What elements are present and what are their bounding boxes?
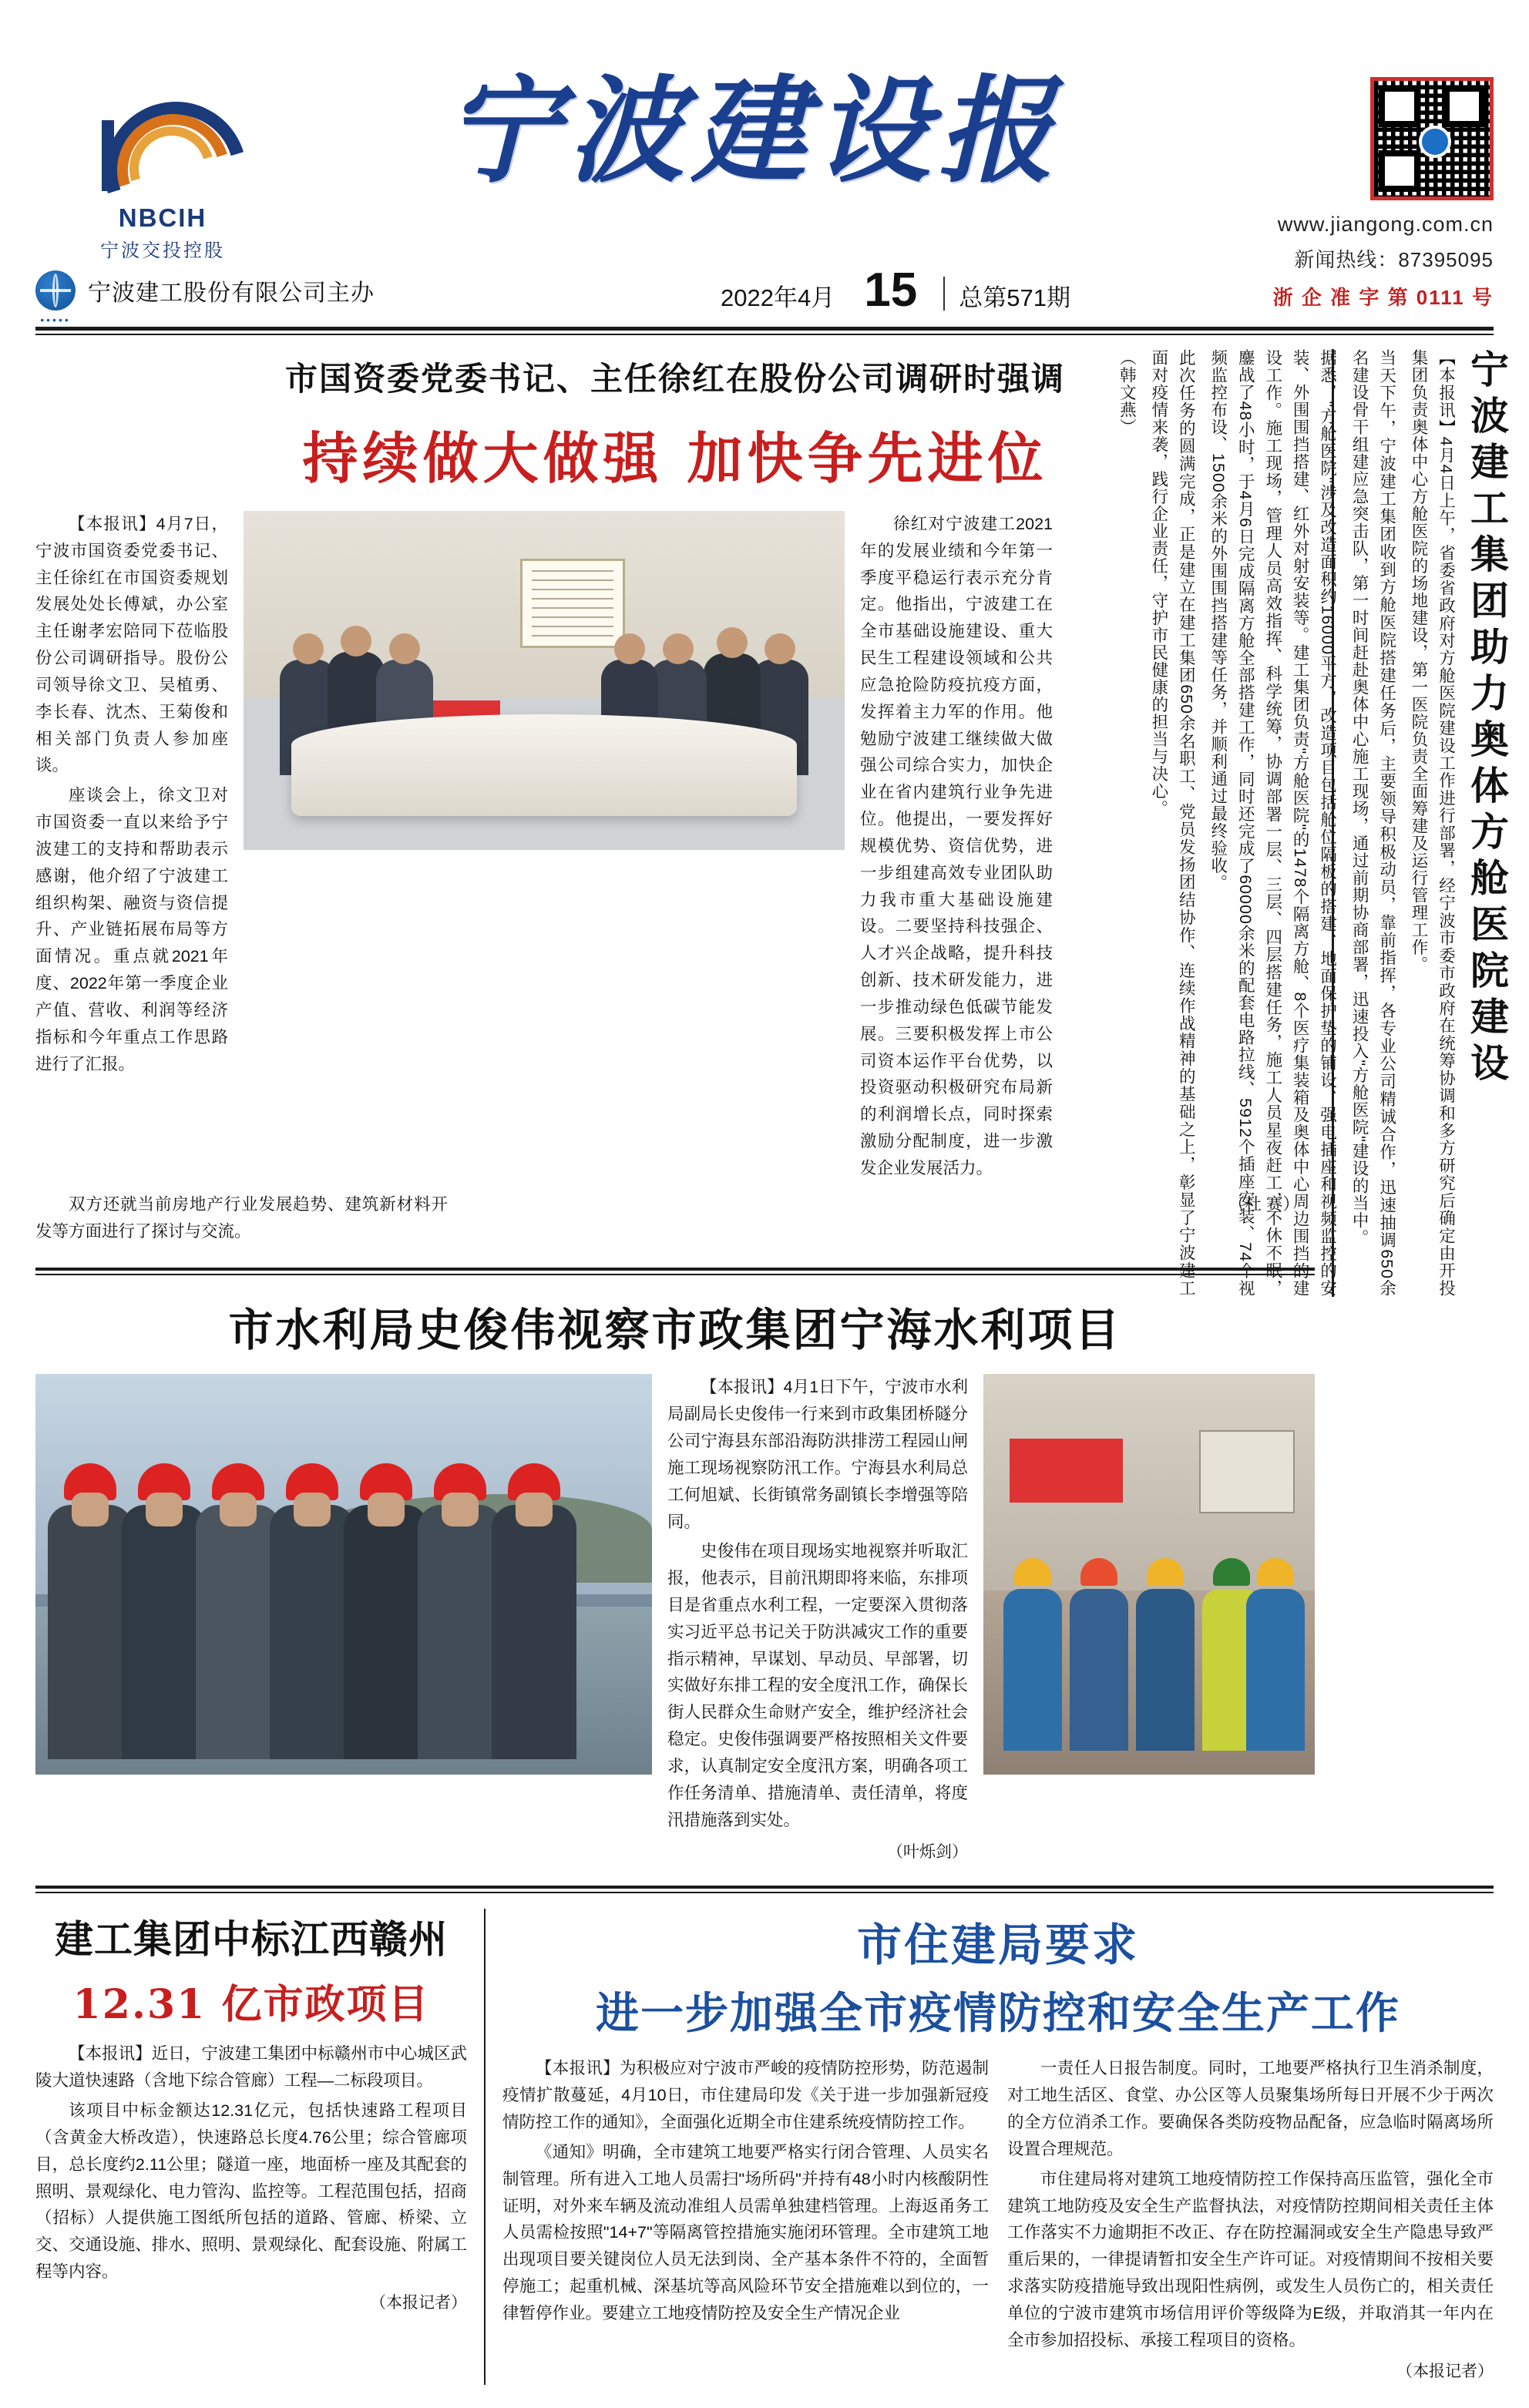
story2-photo-right — [983, 1374, 1315, 1775]
lead-byline: （杜 赛） — [1228, 1194, 1299, 1214]
lead-para: 徐红对宁波建工2021年的发展业绩和今年第一季度平稳运行表示充分肯定。他指出，宁波建工在全市基础设施建设、重大民生工程建设领域和公共应急抢险防疫抗疫方面，发挥着主力军的作用。他勉励宁波建工继续做大做强公司综合实力，加快企业在省内建筑行业争先进位。他提出，一要发挥好规模优势、资信优势，进一步组建高效专业团队助力我市重大基础设施建设。二要坚持科技强企、人才兴企战略，提升科技创新、技术研发能力，进一步推动绿色低碳节能发展。三要积极发挥上市公司资本运作平台优势，以投资驱动积极研究布局新的利润增长点，同时探索激励分配制度，进一步激发企业发展活力。 — [860, 515, 1053, 1177]
paper-title-block — [290, 31, 1216, 198]
qr-code-icon[interactable] — [1370, 77, 1494, 200]
ganzhou-headline-1: 建工集团中标江西赣州 — [55, 1916, 448, 1963]
lead-para: 双方还就当前房地产行业发展趋势、建筑新材料开发等方面进行了探讨与交流。 — [35, 1194, 448, 1241]
story2-headline: 市水利局史俊伟视察市政集团宁海水利项目 — [228, 1304, 1122, 1357]
story2-text — [667, 1374, 968, 1866]
bottom-divider — [35, 1886, 1494, 1893]
issue-total: 总第571期 — [959, 284, 1070, 311]
content-area — [35, 349, 1510, 1866]
logo-en-text: NBCIH — [118, 203, 207, 232]
epidemic-byline: （本报记者） — [1396, 2362, 1494, 2380]
sidebar-para: 据悉，"方舱医院"涉及改造面积约16000平方，改造项目包括舱位隔板的搭建、地面保护垫的铺设、强电插座和视频监控的安装、外围围挡搭建、红外对射安装等。建工集团负责"方舱医院"的1478个隔离方舱、8个医疗集装箱及奥体中心周边围挡的建设工作。施工现场，管理人员高效指挥、科学统筹，协调部署一层、三层、四层搭建任务，施工人员星夜赶工，不休不眠，鏖战了48小时，于4月6日完成隔离方舱全部搭建工作，同时还完成了60000余米的配套电路拉线、5912个插座安装、74个视频监控布设、1500余米的外围围挡搭建等任务，并顺利通过最终验收。 — [1208, 349, 1337, 1297]
logo-cn-text: 宁波交投控股 — [100, 240, 225, 261]
epidemic-body — [502, 2055, 1494, 2384]
lead-kicker: 市国资委党委书记、主任徐红在股份公司调研时强调 — [284, 360, 1065, 398]
sidebar-byline: （韩文燕） — [1117, 349, 1137, 436]
sponsor-text: 宁波建工股份有限公司主办 — [88, 280, 375, 306]
issue-bar — [35, 262, 1494, 324]
epidemic-headline-2: 进一步加强全市疫情防控和安全生产工作 — [596, 1988, 1400, 2040]
nbcih-logo-icon — [74, 116, 251, 200]
ganzhou-body — [35, 2040, 467, 2316]
lead-photo — [244, 511, 845, 850]
lead-para: 座谈会上，徐文卫对市国资委一直以来给予宁波建工的支持和帮助表示感谢，他介绍了宁波建工组织构架、融资与资信提升、产业链拓展布局等方面情况。重点就2021年度、2022年第一季度企业产值、营收、利润等经济指标和今年重点工作思路进行了汇报。 — [35, 786, 228, 1073]
sidebar-body — [1108, 349, 1460, 1297]
rule-thin — [35, 334, 1494, 335]
epidemic-para: 一责任人日报告制度。同时，工地要严格执行卫生消杀制度，对工地生活区、食堂、办公区等人员聚集场所每日开展不少于两次的全方位消杀工作。要确保各类防疫物品配备，应急临时隔离场所设置合理规范。 — [1007, 2059, 1494, 2158]
sponsor-block — [35, 270, 575, 326]
sidebar-para: 【本报讯】4月4日上午，省委省政府对方舱医院建设工作进行部署，经宁波市委市政府在统筹协调和多方研究后确定由开投集团负责奥体中心方舱医院的场地建设，第一医院负责全面筹建及运行管理工作。 — [1410, 349, 1456, 1297]
sidebar-para: 当天下午，宁波建工集团收到方舱医院搭建任务后，主要领导积极动员，靠前指挥，各专业公司精诚合作，迅速抽调650余名建设骨干组建应急突击队，第一时间赶赴奥体中心施工现场，通过前期协商部署，迅速投入"方舱医院"建设的当中。 — [1350, 349, 1396, 1297]
story2-para: 【本报讯】4月1日下午，宁波市水利局副局长史俊伟一行来到市政集团桥隧分公司宁海县东部沿海防洪排涝工程园山闸施工现场视察防汛工作。宁海县水利局总工何旭斌、长街镇常务副镇长李增强等陪同。 — [667, 1378, 968, 1531]
ganzhou-headline-2: 12.31 亿市政项目 — [72, 1981, 430, 2029]
story-water-inspection — [35, 1294, 1315, 1866]
sidebar-para: 此次任务的圆满完成，正是建立在建工集团650余名职工、党员发扬团结协作、连续作战精神的基础之上，彰显了宁波建工面对疫情来袭，践行企业责任，守护市民健康的担当与决心。 — [1149, 349, 1196, 1297]
lead-column-2 — [860, 511, 1053, 1185]
story2-byline: （叶烁剑） — [887, 1843, 968, 1862]
epidemic-headline-1: 市住建局要求 — [856, 1919, 1139, 1972]
issue-date: 2022年4月 — [721, 284, 835, 311]
ganzhou-byline: （本报记者） — [370, 2293, 467, 2312]
issue-day: 15 — [864, 264, 918, 317]
story-ganzhou — [35, 1909, 467, 2384]
lead-column-1 — [35, 511, 228, 1185]
lead-para: 【本报讯】4月7日，宁波市国资委党委书记、主任徐红在市国资委规划发展处处长傅斌，办公室主任谢孝宏陪同下莅临股份公司调研指导。股份公司领导徐文卫、吴植勇、李长春、沈杰、王菊俊和相关部门负责人参加座谈。 — [35, 515, 228, 775]
story2-photo-left — [35, 1374, 652, 1775]
news-hotline: 新闻热线：87395095 — [1294, 248, 1494, 271]
page-title: 宁波建设报 — [444, 63, 1061, 199]
issue-center — [575, 264, 1216, 317]
epidemic-para: 【本报讯】为积极应对宁波市严峻的疫情防控形势，防范遏制疫情扩散蔓延，4月10日，市住建局印发《关于进一步加强新冠疫情防控工作的通知》，全面强化近期全市住建系统疫情防控工作。 — [502, 2059, 989, 2132]
lead-headline: 持续做大做强 加快争先进位 — [302, 425, 1048, 491]
epidemic-para: 市住建局将对建筑工地疫情防控工作保持高压监管，强化全市建筑工地防疫及安全生产监督执法，对疫情防控期间相关责任主体工作落实不力逾期拒不改正、存在防控漏洞或安全生产隐患导致严重后果的，一律提请暂扣安全生产许可证。对疫情期间不按相关要求落实防疫措施导致出现阳性病例，或发生人员伤亡的，相关责任单位的宁波市建筑市场信用评价等级降为E级，并取消其一年内在全市参加招投标、承接工程项目的资格。 — [1007, 2169, 1494, 2349]
website-url[interactable]: www.jiangong.com.cn — [1277, 213, 1494, 236]
license-number: 浙 企 准 字 第 0111 号 — [1272, 286, 1494, 309]
story-epidemic-control — [484, 1909, 1494, 2384]
globe-icon: ••••• — [35, 270, 76, 311]
sidebar-headline: 宁波建工集团助力奥体方舱医院建设 — [1464, 349, 1510, 1089]
divider — [943, 277, 945, 311]
ganzhou-para: 该项目中标金额达12.31亿元，包括快速路工程项目（含黄金大桥改造），快速路总长度4.76公里；综合管廊项目，总长度约2.11公里；隧道一座，地面桥一座及其配套的照明、景观绿化、电力管沟、监控等。工程范围包括，招商（招标）人提供施工图纸所包括的道路、管廊、桥梁、立交、交通设施、排水、照明、景观绿化、配套设施、附属工程等内容。 — [35, 2101, 467, 2282]
epidemic-column-1 — [502, 2055, 989, 2384]
story2-body — [35, 1374, 1315, 1866]
epidemic-para: 《通知》明确，全市建筑工地要严格实行闭合管理、人员实名制管理。所有进入工地人员需扫"场所码"并持有48小时内核酸阴性证明，对外来车辆及流动准组人员需单独建档管理。上海返甬务工人员需检按照"14+7"等隔离管控措施实施闭环管理。全市建筑工地出现项目要关键岗位人员无法到岗、全产基本条件不符的，全面暂停施工；起重机械、深基坑等高风险环节安全措施难以到位的，一律暂停作业。要建立工地疫情防控及安全生产情况企业 — [502, 2142, 989, 2322]
epidemic-column-2 — [1007, 2055, 1494, 2384]
lead-column-3 — [35, 1191, 448, 1248]
publisher-logo — [35, 31, 290, 262]
bottom-section — [35, 1909, 1494, 2384]
ganzhou-para: 【本报讯】近日，宁波建工集团中标赣州市中心城区武陵大道快速路（含地下综合管廊）工程—二标段项目。 — [35, 2044, 467, 2091]
rule-thick — [35, 327, 1494, 331]
story2-para: 史俊伟在项目现场实地视察并听取汇报，他表示，目前汛期即将来临，东排项目是省重点水利工程，一定要深入贯彻落实习近平总书记关于防洪减灾工作的重要指示精神，早谋划、早动员、早部署，切实做好东排工程的安全度汛工作，确保长街人民群众生命财产安全，维护经济社会稳定。史俊伟强调要严格按照相关文件要求，认真制定安全度汛方案，明确各项工作任务清单、措施清单、责任清单，将度汛措施落到实处。 — [667, 1542, 968, 1829]
